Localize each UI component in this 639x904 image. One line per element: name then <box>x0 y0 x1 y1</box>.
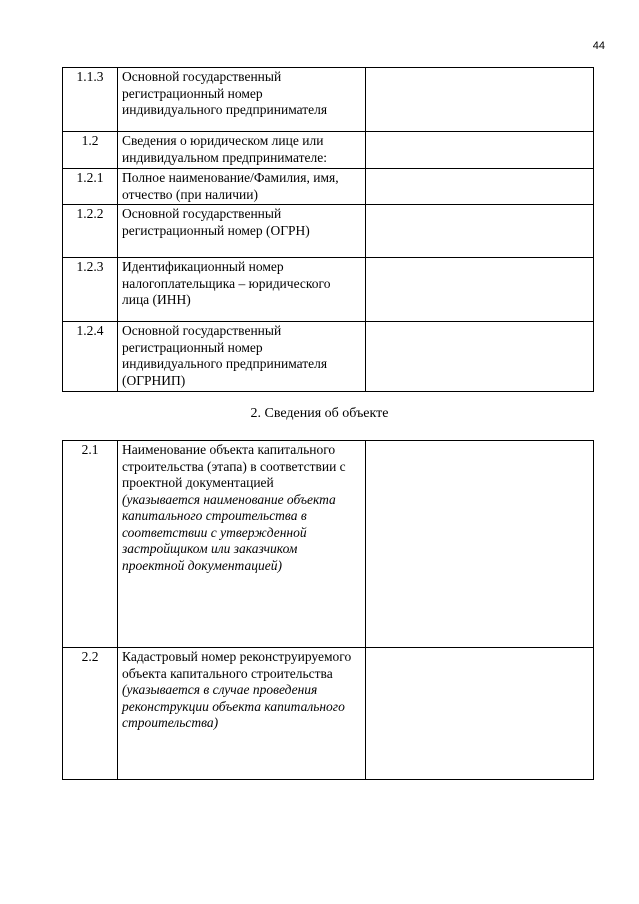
table-row <box>63 648 594 780</box>
row-label: Основной государственный регистрационный номер индивидуального предпринимателя (ОГРНИП) <box>118 322 366 392</box>
table-row <box>63 258 594 322</box>
row-number: 1.1.3 <box>63 68 118 132</box>
row-number: 2.1 <box>63 441 118 648</box>
row-value-field[interactable] <box>366 322 594 392</box>
row-label-text: Кадастровый номер реконструируемого объекта капитального строительства <box>122 649 352 681</box>
row-value-field[interactable] <box>366 169 594 205</box>
row-number: 1.2 <box>63 132 118 169</box>
table-row <box>63 441 594 648</box>
section-title: 2. Сведения об объекте <box>250 406 389 421</box>
row-value-field[interactable] <box>366 68 594 132</box>
table-row <box>63 205 594 258</box>
row-hint: (указывается наименование объекта капитального строительства в соответствии с утвержденной застройщиком или заказчиком проектной документацией) <box>122 491 336 573</box>
row-number: 1.2.1 <box>63 169 118 205</box>
row-value-field[interactable] <box>366 205 594 258</box>
row-number: 1.2.3 <box>63 258 118 322</box>
row-number: 2.2 <box>63 648 118 780</box>
row-label <box>118 441 366 648</box>
table-row <box>63 169 594 205</box>
row-label: Основной государственный регистрационный номер (ОГРН) <box>118 205 366 258</box>
row-hint: (указывается в случае проведения реконструкции объекта капитального строительства) <box>122 682 345 730</box>
row-value-field[interactable] <box>366 441 594 648</box>
table-row <box>63 322 594 392</box>
row-number: 1.2.4 <box>63 322 118 392</box>
page-number: 44 <box>592 40 605 52</box>
table-row <box>63 68 594 132</box>
row-label-text: Наименование объекта капитального строительства (этапа) в соответствии с проектной документацией <box>122 442 346 490</box>
applicant-info-table <box>62 67 594 392</box>
row-label <box>118 648 366 780</box>
row-label: Полное наименование/Фамилия, имя, отчество (при наличии) <box>118 169 366 205</box>
row-label: Основной государственный регистрационный номер индивидуального предпринимателя <box>118 68 366 132</box>
row-label: Сведения о юридическом лице или индивидуальном предпринимателе: <box>118 132 366 169</box>
row-value-field[interactable] <box>366 132 594 169</box>
row-label: Идентификационный номер налогоплательщика – юридического лица (ИНН) <box>118 258 366 322</box>
row-value-field[interactable] <box>366 648 594 780</box>
table-row <box>63 132 594 169</box>
row-number: 1.2.2 <box>63 205 118 258</box>
object-info-table <box>62 440 594 780</box>
row-value-field[interactable] <box>366 258 594 322</box>
